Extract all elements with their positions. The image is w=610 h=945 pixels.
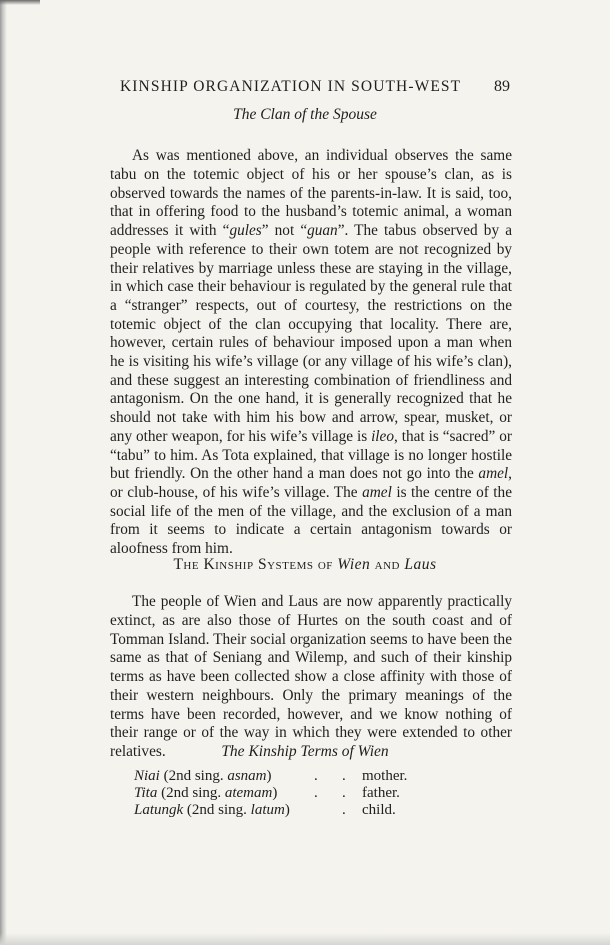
term-form: asnam bbox=[227, 768, 267, 784]
term-word: Latungk bbox=[134, 802, 184, 818]
term-close: ) bbox=[266, 768, 272, 784]
running-head: KINSHIP ORGANIZATION IN SOUTH-WEST bbox=[120, 78, 462, 95]
leader-dot: . bbox=[342, 785, 346, 801]
heading-and: and bbox=[370, 556, 405, 573]
heading-wien: Wien bbox=[337, 556, 371, 573]
term-open: (2nd sing. bbox=[183, 802, 251, 818]
page-header bbox=[110, 78, 510, 102]
page-edge-shadow bbox=[0, 0, 7, 945]
text-run: , that is “sacred” or “tabu” to him. As Tota explained, that village is no longer hostile but friendly. On the other hand a man does not go into the bbox=[110, 427, 512, 483]
italic-term: amel bbox=[478, 465, 509, 483]
term-entry bbox=[134, 768, 272, 785]
term-form: atemam bbox=[224, 785, 273, 801]
term-open: (2nd sing. bbox=[159, 768, 228, 784]
term-close: ) bbox=[284, 802, 290, 818]
text-run: is the centre of the social life of the men of the village, and the exclusion of a man from it seems to indicate a certain antagonism towards or aloofness from him. bbox=[110, 483, 512, 558]
term-entry bbox=[134, 802, 290, 819]
term-row bbox=[134, 802, 434, 819]
leader-dot: . bbox=[314, 785, 318, 801]
heading-prefix: The Kinship Systems of bbox=[173, 556, 338, 573]
italic-term: guan bbox=[307, 222, 338, 240]
text-run: , or club-house, of his wife’s village. The bbox=[110, 465, 512, 501]
heading-laus: Laus bbox=[404, 556, 437, 573]
term-meaning: father. bbox=[362, 785, 400, 801]
leader-dot: . bbox=[342, 768, 346, 784]
italic-term: gules bbox=[229, 222, 262, 240]
leader-dot: . bbox=[314, 768, 318, 784]
term-meaning: mother. bbox=[362, 768, 408, 784]
term-row bbox=[134, 768, 434, 785]
section-heading-kinship-terms: The Kinship Terms of Wien bbox=[221, 743, 389, 760]
paragraph-clan-of-spouse bbox=[110, 147, 512, 558]
term-row bbox=[134, 785, 434, 802]
italic-term: amel bbox=[362, 483, 392, 501]
term-meaning: child. bbox=[362, 802, 396, 818]
term-close: ) bbox=[272, 785, 278, 801]
section-heading-kinship-systems bbox=[0, 556, 610, 574]
leader-dot: . bbox=[342, 802, 346, 818]
paragraph-kinship-systems bbox=[110, 593, 512, 761]
text-run: As was mentioned above, an individual observes the same tabu on the totemic object of his or her spouse’s clan, as is observed towards the names of the parents-in-law. It is said, too, that in offering food to the husband’s totemic animal, a woman addresses it with “ bbox=[110, 147, 512, 240]
term-word: Niai bbox=[134, 768, 160, 784]
italic-term: ileo bbox=[371, 427, 395, 445]
text-run: ” not “ bbox=[261, 222, 308, 240]
page-corner-mark bbox=[0, 0, 40, 5]
page-bottom-edge bbox=[0, 933, 610, 945]
text-run: The people of Wien and Laus are now apparently practically extinct, as are also those of Hurtes on the south coast and of Tomman Island. Their social organization seems to have been the same as that of Seniang and Wilemp, and such of their kinship terms as have been collected show a close affinity with those of their western neighbours. Only the primary meanings of the terms have been recorded, however, and we know nothing of their range or of the way in which they were extended to other relatives. bbox=[110, 593, 512, 760]
term-entry bbox=[134, 785, 277, 802]
page-number: 89 bbox=[494, 78, 510, 95]
term-word: Tita bbox=[134, 785, 158, 801]
text-run: ”. The tabus observed by a people with reference to their own totem are not recognized by their relatives by marriage unless these are staying in the village, in which case their behaviour is regulated by the general rule that a “stranger” respects, out of courtesy, the restrictions on the totemic object of the clan occupying that locality. There are, however, certain rules of behaviour imposed upon a man when he is visiting his wife’s village (or any village of his wife’s clan), and these suggest an interesting combination of friendliness and antagonism. On the one hand, it is generally recognized that he should not take with him his bow and arrow, spear, musket, or any other weapon, for his wife’s village is bbox=[110, 222, 512, 445]
term-form: latum bbox=[250, 802, 285, 818]
section-heading-clan-of-spouse: The Clan of the Spouse bbox=[233, 106, 377, 123]
kinship-terms-list bbox=[134, 768, 434, 819]
term-open: (2nd sing. bbox=[157, 785, 225, 801]
